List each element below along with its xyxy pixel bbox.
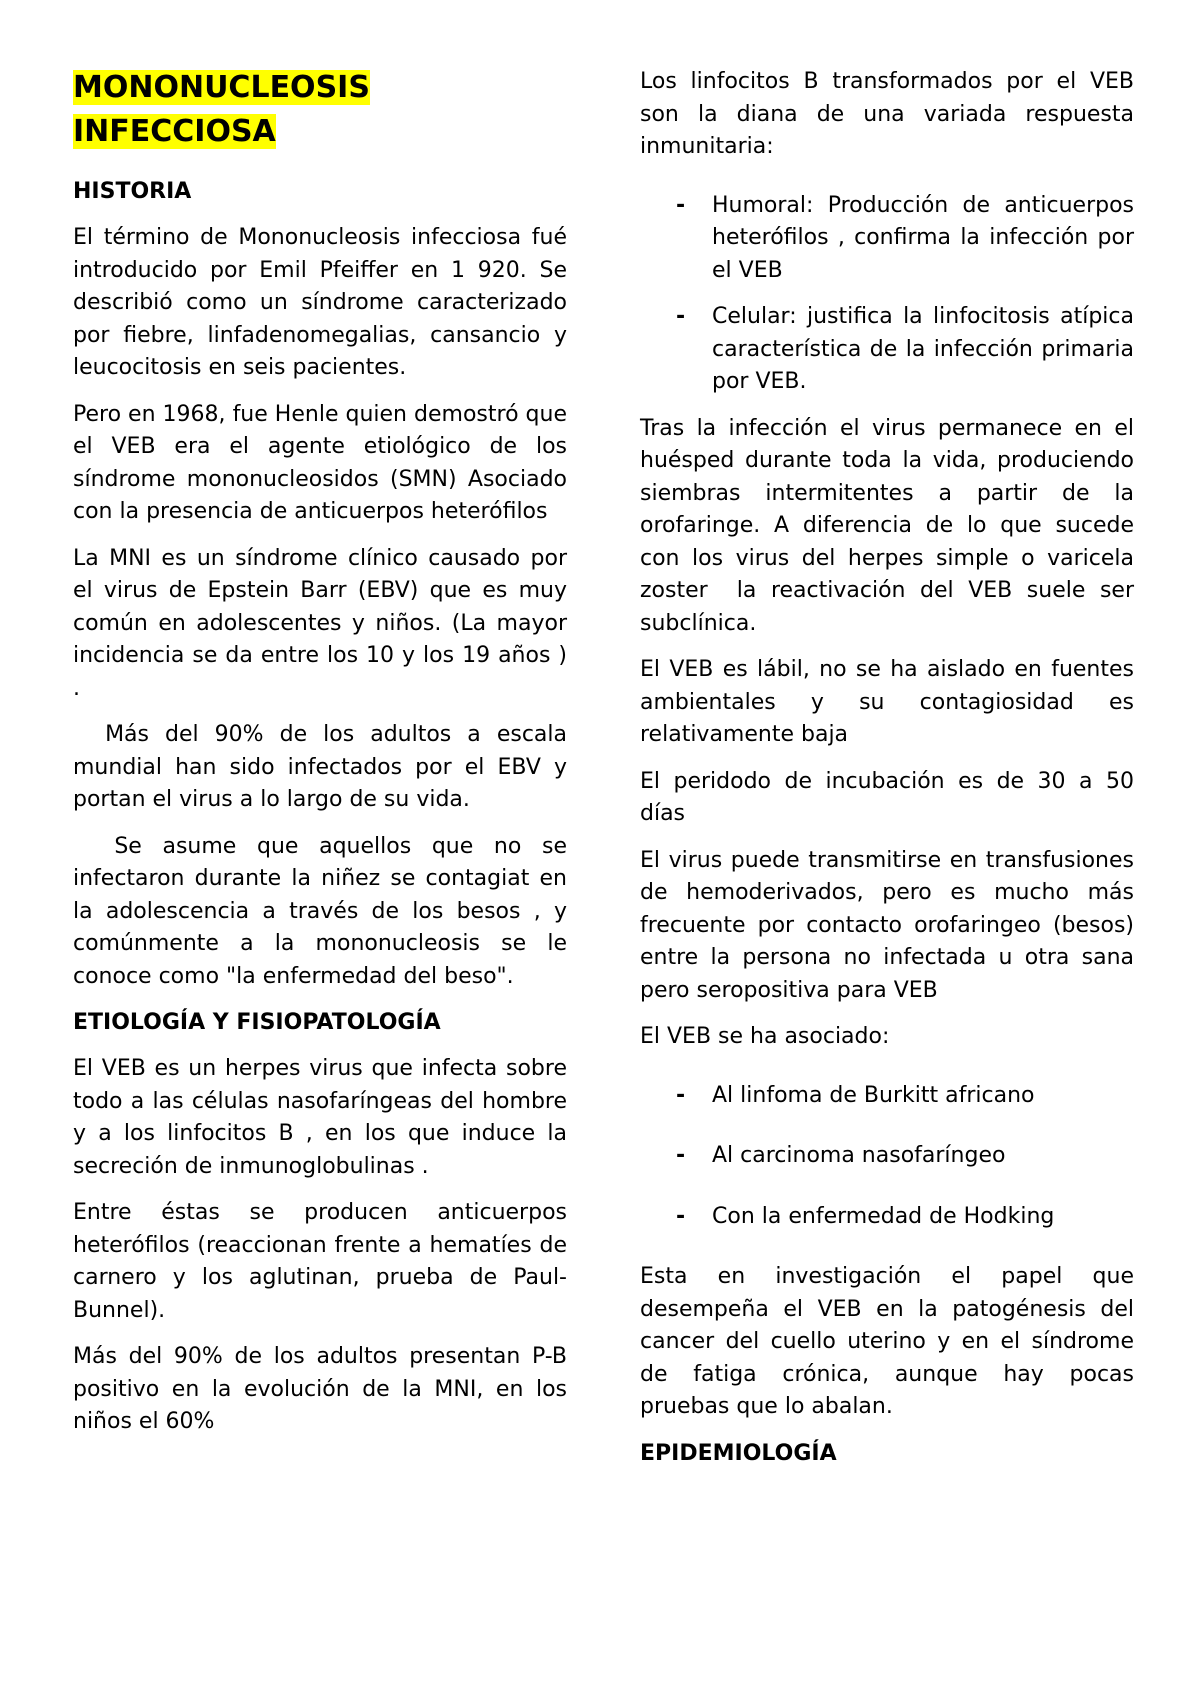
list-item-text: Al linfoma de Burkitt africano bbox=[712, 1082, 1035, 1108]
dash-bullet-icon: - bbox=[676, 304, 686, 329]
title-line-1: MONONUCLEOSIS bbox=[73, 70, 370, 105]
document-title bbox=[73, 66, 567, 154]
list-item-text: Celular: justifica la linfocitosis atípica característica de la infección primaria por VEB. bbox=[712, 304, 1134, 394]
list-item bbox=[640, 1201, 1134, 1234]
paragraph: Tras la infección el virus permanece en el huésped durante toda la vida, produciendo siembras intermitentes a partir de la orofaringe. A diferencia de lo que sucede con los virus del herpes simple o varicela zoster la reactivación del VEB suele ser subclínica. bbox=[640, 415, 1141, 636]
paragraph: Esta en investigación el papel que desempeña el VEB en la patogénesis del cancer del cuello uterino y en el síndrome de fatiga crónica, aunque hay pocas pruebas que lo abalan. bbox=[640, 1264, 1134, 1419]
dash-bullet-icon: - bbox=[676, 1203, 686, 1229]
list-item bbox=[640, 190, 1134, 288]
title-line-2: INFECCIOSA bbox=[73, 114, 276, 149]
paragraph: El término de Mononucleosis infecciosa fué introducido por Emil Pfeiffer en 1 920. Se describió como un síndrome caracterizado por fiebre, linfadenomegalias, cansancio y leucocitosis en seis pacientes. bbox=[73, 225, 567, 380]
right-column bbox=[640, 66, 1141, 1484]
heading-historia: HISTORIA bbox=[73, 179, 192, 204]
paragraph: Pero en 1968, fue Henle quien demostró que el VEB era el agente etiológico de los síndrome mononucleosidos (SMN) Asociado con la presencia de anticuerpos heterófilos bbox=[73, 401, 567, 524]
list-item-text: Al carcinoma nasofaríngeo bbox=[712, 1143, 1006, 1168]
heading-etiologia: ETIOLOGÍA Y FISIOPATOLOGÍA bbox=[73, 1010, 441, 1035]
paragraph: Más del 90% de los adultos a escala mundial han sido infectados por el EBV y portan el virus a lo largo de su vida. bbox=[73, 722, 574, 812]
list-item bbox=[640, 1140, 1134, 1173]
list-item bbox=[640, 301, 1134, 399]
paragraph: El VEB es un herpes virus que infecta sobre todo a las células nasofaríngeas del hombre y a los linfocitos B , en los que induce la secreción de inmunoglobulinas . bbox=[73, 1056, 567, 1179]
immune-response-list bbox=[640, 190, 1134, 399]
list-item-text: Con la enfermedad de Hodking bbox=[712, 1203, 1055, 1229]
associations-list bbox=[640, 1080, 1134, 1234]
paragraph: Los linfocitos B transformados por el VEB son la diana de una variada respuesta inmunitaria: bbox=[640, 69, 1134, 159]
list-item-text: Humoral: Producción de anticuerpos heterófilos , confirma la infección por el VEB bbox=[712, 192, 1134, 283]
dash-bullet-icon: - bbox=[676, 1082, 686, 1108]
paragraph: El virus puede transmitirse en transfusiones de hemoderivados, pero es mucho más frecuente por contacto orofaringeo (besos) entre la persona no infectada u otra sana pero seropositiva para VEB bbox=[640, 847, 1134, 1003]
heading-epidemiologia: EPIDEMIOLOGÍA bbox=[640, 1440, 837, 1466]
paragraph: Se asume que aquellos que no se infectaron durante la niñez se contagiat en la adolescencia a través de los besos , y comúnmente a la mononucleosis se le conoce como "la enfermedad del beso". bbox=[73, 833, 574, 989]
list-item bbox=[640, 1080, 1134, 1113]
dash-bullet-icon: - bbox=[676, 1143, 686, 1168]
paragraph: Más del 90% de los adultos presentan P-B positivo en la evolución de la MNI, en los niños el 60% bbox=[73, 1344, 567, 1434]
paragraph: El VEB es lábil, no se ha aislado en fuentes ambientales y su contagiosidad es relativamente baja bbox=[640, 657, 1134, 747]
dash-bullet-icon: - bbox=[676, 192, 686, 218]
left-column bbox=[73, 66, 574, 1453]
paragraph: El VEB se ha asociado: bbox=[640, 1024, 890, 1049]
paragraph: El peridodo de incubación es de 30 a 50 días bbox=[640, 768, 1134, 826]
paragraph: La MNI es un síndrome clínico causado por el virus de Epstein Barr (EBV) que es muy común en adolescentes y niños. (La mayor incidencia se da entre los 10 y los 19 años ) . bbox=[73, 545, 567, 701]
paragraph: Entre éstas se producen anticuerpos heterófilos (reaccionan frente a hematíes de carnero y los aglutinan, prueba de Paul-Bunnel). bbox=[73, 1200, 567, 1323]
